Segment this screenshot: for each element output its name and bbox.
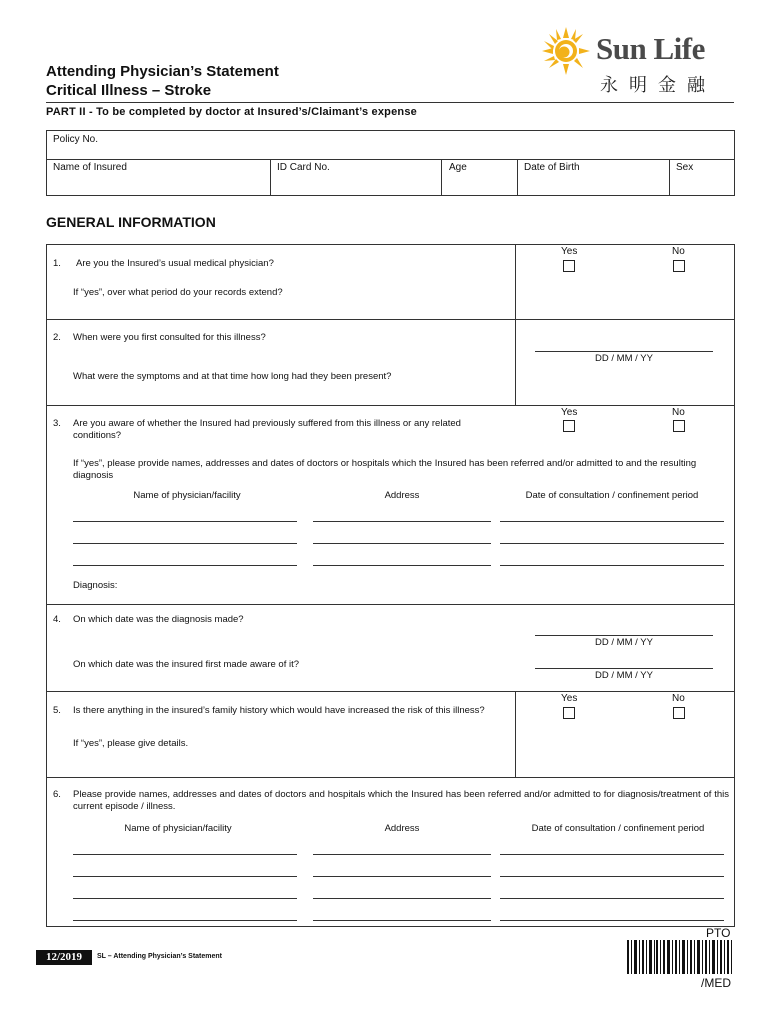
q3-address-input[interactable] <box>313 565 491 566</box>
date-code-badge: 12/2019 <box>36 950 92 965</box>
q1-yes-checkbox[interactable] <box>563 260 575 272</box>
q3-col-address: Address <box>384 490 420 501</box>
policy-no-field[interactable]: Policy No. <box>53 134 99 145</box>
table-divider <box>669 159 670 196</box>
sex-field[interactable]: Sex <box>676 162 694 173</box>
q2-date-input[interactable] <box>535 351 713 352</box>
section-divider <box>46 405 735 406</box>
q4-number: 4. <box>53 614 61 625</box>
q6-address-input[interactable] <box>313 898 491 899</box>
q3-diagnosis-label: Diagnosis: <box>73 580 118 591</box>
q6-address-input[interactable] <box>313 876 491 877</box>
part-heading: PART II - To be completed by doctor at Insured’s/Claimant’s expense <box>46 106 417 118</box>
name-of-insured-field[interactable]: Name of Insured <box>53 162 127 173</box>
q6-date-input[interactable] <box>500 854 724 855</box>
section-heading: GENERAL INFORMATION <box>46 214 216 230</box>
q1-number: 1. <box>53 258 61 269</box>
q1-followup: If “yes”, over what period do your records extend? <box>73 287 283 298</box>
q6-address-input[interactable] <box>313 854 491 855</box>
q3-followup: If “yes”, please provide names, addresses and dates of doctors or hospitals which the Insured has been referred and/or admitted to and the resulting diagnosis <box>73 458 697 481</box>
q5-no-label: No <box>672 693 685 704</box>
q3-number: 3. <box>53 418 61 429</box>
q5-followup: If “yes”, please give details. <box>73 738 189 749</box>
table-divider <box>441 159 442 196</box>
column-divider <box>515 244 516 319</box>
date-of-birth-field[interactable]: Date of Birth <box>524 162 580 173</box>
q5-yes-label: Yes <box>561 693 578 704</box>
section-divider <box>46 319 735 320</box>
sun-life-logo <box>540 25 740 100</box>
barcode-icon <box>627 940 733 974</box>
insured-info-table <box>46 130 735 196</box>
q4-aware-date-input[interactable] <box>535 668 713 669</box>
section-divider <box>46 777 735 778</box>
q3-date-input[interactable] <box>500 565 724 566</box>
q6-date-input[interactable] <box>500 920 724 921</box>
pto-label: PTO <box>706 926 731 940</box>
q3-col-date: Date of consultation / confinement period <box>525 490 699 501</box>
q6-question: Please provide names, addresses and dates of doctors and hospitals which the Insured has been referred and/or admitted to for diagnosis/treatment of this current episode / illness. <box>73 789 729 812</box>
q3-date-input[interactable] <box>500 543 724 544</box>
q1-no-label: No <box>672 246 685 257</box>
q4-question: On which date was the diagnosis made? <box>73 614 244 625</box>
q5-yes-checkbox[interactable] <box>563 707 575 719</box>
q4-aware-date-format: DD / MM / YY <box>595 670 653 681</box>
header-divider <box>46 102 734 103</box>
q2-number: 2. <box>53 332 61 343</box>
q6-address-input[interactable] <box>313 920 491 921</box>
logo-chinese: 永明金融 <box>600 75 716 96</box>
column-divider <box>515 691 516 777</box>
q1-no-checkbox[interactable] <box>673 260 685 272</box>
q3-yes-label: Yes <box>561 407 578 418</box>
q4-date-format: DD / MM / YY <box>595 637 653 648</box>
q3-col-physician: Name of physician/facility <box>133 490 241 501</box>
q6-physician-input[interactable] <box>73 854 297 855</box>
column-divider <box>515 319 516 405</box>
q1-question: Are you the Insured’s usual medical physician? <box>76 258 274 269</box>
q6-physician-input[interactable] <box>73 920 297 921</box>
q6-date-input[interactable] <box>500 898 724 899</box>
section-divider <box>46 604 735 605</box>
form-footer-label: SL – Attending Physician’s Statement <box>97 953 222 960</box>
q3-physician-input[interactable] <box>73 543 297 544</box>
q3-date-input[interactable] <box>500 521 724 522</box>
q5-question: Is there anything in the insured’s family history which would have increased the risk of this illness? <box>73 705 485 716</box>
form-border <box>46 244 47 927</box>
q6-date-input[interactable] <box>500 876 724 877</box>
q3-no-checkbox[interactable] <box>673 420 685 432</box>
id-card-no-field[interactable]: ID Card No. <box>277 162 330 173</box>
form-title-line1: Attending Physician’s Statement <box>46 63 279 80</box>
form-border <box>46 244 735 245</box>
q3-address-input[interactable] <box>313 521 491 522</box>
q3-physician-input[interactable] <box>73 521 297 522</box>
q6-col-address: Address <box>384 823 420 834</box>
form-title-line2: Critical Illness – Stroke <box>46 82 212 99</box>
q6-col-physician: Name of physician/facility <box>124 823 232 834</box>
q2-date-format: DD / MM / YY <box>595 353 653 364</box>
q3-physician-input[interactable] <box>73 565 297 566</box>
q3-question: Are you aware of whether the Insured had previously suffered from this illness or any related conditions? <box>73 418 461 441</box>
table-divider <box>517 159 518 196</box>
form-title <box>46 62 279 100</box>
section-divider <box>46 691 735 692</box>
age-field[interactable]: Age <box>449 162 467 173</box>
q4-date-input[interactable] <box>535 635 713 636</box>
q6-col-date: Date of consultation / confinement period <box>531 823 705 834</box>
q5-number: 5. <box>53 705 61 716</box>
med-label: /MED <box>701 976 731 990</box>
sun-icon <box>540 25 592 77</box>
q2-question: When were you first consulted for this illness? <box>73 332 266 343</box>
q5-no-checkbox[interactable] <box>673 707 685 719</box>
form-border <box>46 926 735 927</box>
q2-followup: What were the symptoms and at that time how long had they been present? <box>73 371 392 382</box>
q4-followup: On which date was the insured first made aware of it? <box>73 659 300 670</box>
q6-physician-input[interactable] <box>73 898 297 899</box>
q3-yes-checkbox[interactable] <box>563 420 575 432</box>
q6-number: 6. <box>53 789 61 800</box>
q1-yes-label: Yes <box>561 246 578 257</box>
q3-address-input[interactable] <box>313 543 491 544</box>
q3-no-label: No <box>672 407 685 418</box>
logo-wordmark: Sun Life <box>596 31 705 66</box>
table-divider <box>270 159 271 196</box>
q6-physician-input[interactable] <box>73 876 297 877</box>
table-divider <box>46 159 735 160</box>
